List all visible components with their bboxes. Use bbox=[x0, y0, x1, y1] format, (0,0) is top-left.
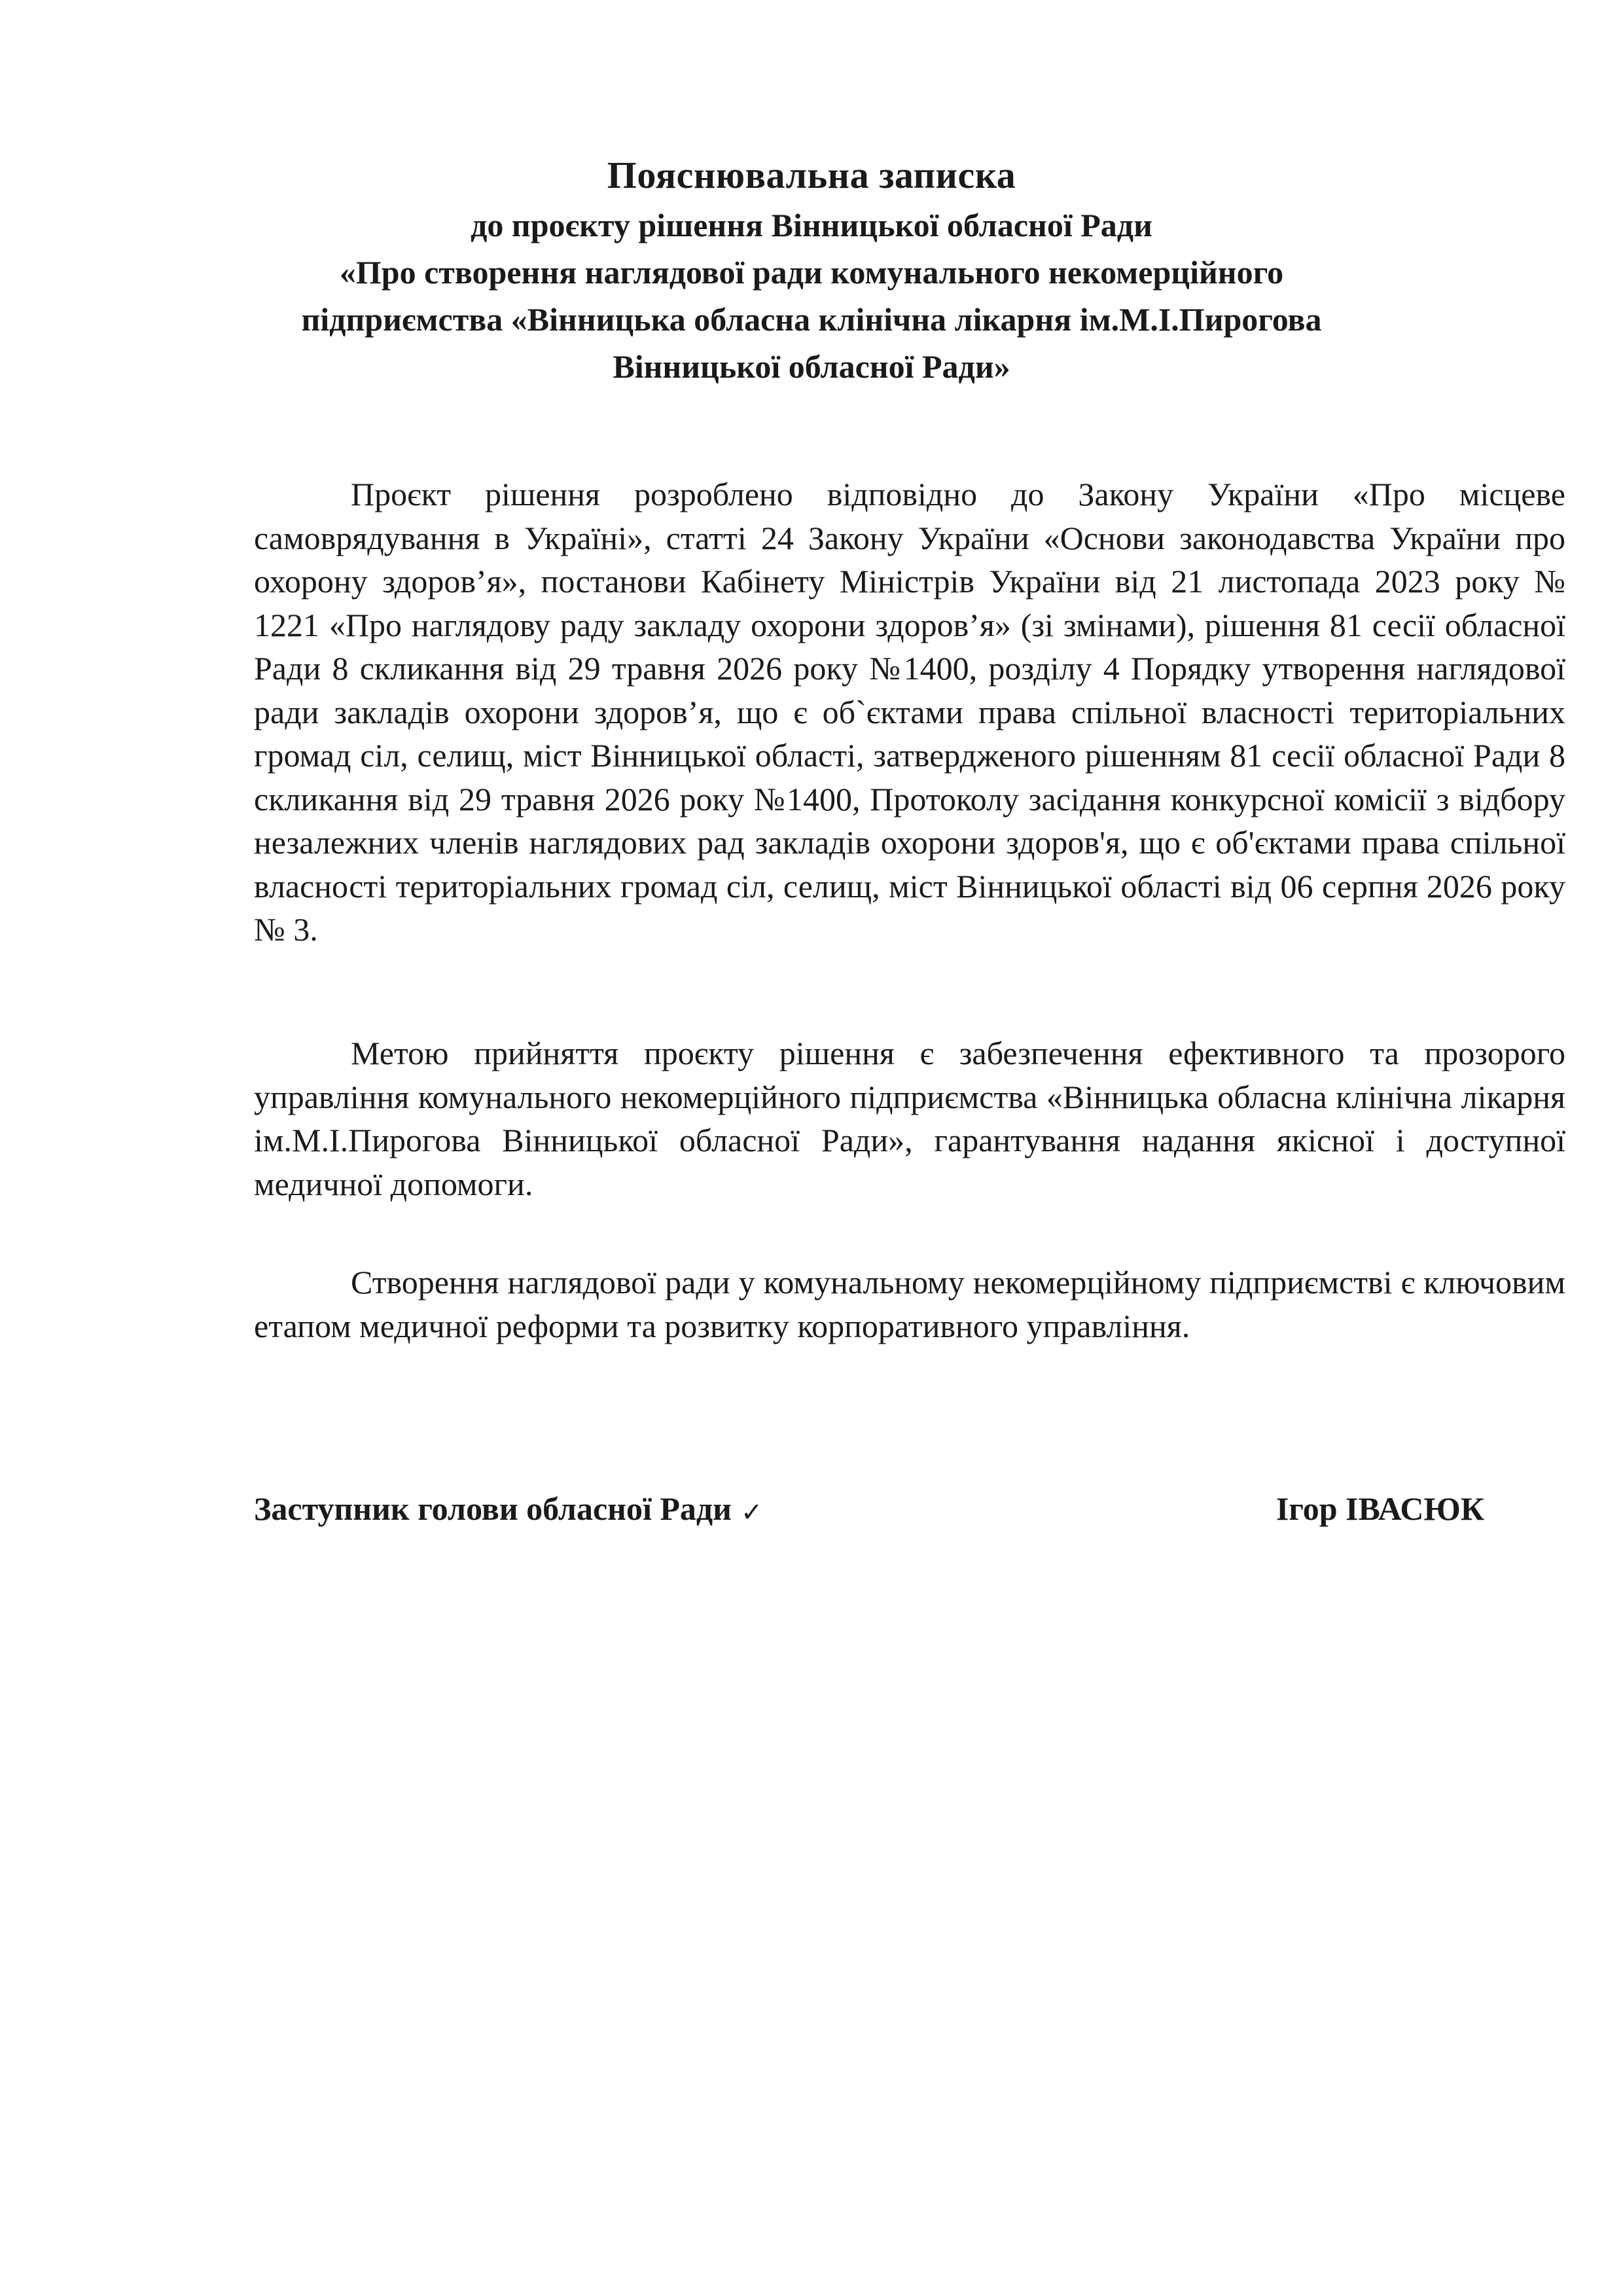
body-paragraph-legal-basis: Проєкт рішення розроблено відповідно до Закону України «Про місцеве самоврядування в Україні», статті 24 Закону України «Основи законодавства України про охорону здоров’я», постанови Кабінету Міністрів України від 21 листопада 2023 року № 1221 «Про наглядову раду закладу охорони здоров’я» (зі змінами), рішення 81 сесії обласної Ради 8 скликання від 29 травня 2026 року №1400, розділу 4 Порядку утворення наглядової ради закладів охорони здоров’я, що є об`єктами права спільної власності територіальних громад сіл, селищ, міст Вінницької області, затвердженого рішенням 81 сесії обласної Ради 8 скликання від 29 травня 2026 року №1400, Протоколу засідання конкурсної комісії з відбору незалежних членів наглядових рад закладів охорони здоров'я, що є об'єктами права спільної власності територіальних громад сіл, селищ, міст Вінницької області від 06 серпня 2026 року № 3. bbox=[254, 476, 1565, 948]
body-paragraph-purpose: Метою прийняття проєкту рішення є забезпечення ефективного та прозорого управління комунального некомерційного підприємства «Вінницька обласна клінічна лікарня ім.М.І.Пирогова Вінницької обласної Ради», гарантування надання якісної і доступної медичної допомоги. bbox=[254, 1035, 1565, 1202]
signature-mark: ✓ bbox=[740, 1497, 763, 1527]
signatory-position-text: Заступник голови обласної Ради bbox=[254, 1490, 732, 1527]
subtitle-line-1: до проєкту рішення Вінницької обласної Ради bbox=[471, 207, 1152, 243]
subtitle-line-2: «Про створення наглядової ради комунального некомерційного bbox=[339, 254, 1284, 291]
document-heading bbox=[0, 149, 1623, 390]
signatory-name: Ігор ІВАСЮК bbox=[1275, 1490, 1484, 1527]
document-title: Пояснювальна записка bbox=[607, 154, 1016, 196]
body-paragraph-significance: Створення наглядової ради у комунальному некомерційному підприємстві є ключовим етапом медичної реформи та розвитку корпоративного управління. bbox=[254, 1264, 1565, 1344]
subtitle-line-3: підприємства «Вінницька обласна клінічна лікарня ім.М.І.Пирогова bbox=[301, 301, 1322, 338]
subtitle-line-4: Вінницької обласної Ради» bbox=[613, 348, 1010, 385]
signatory-position bbox=[254, 1487, 763, 1534]
